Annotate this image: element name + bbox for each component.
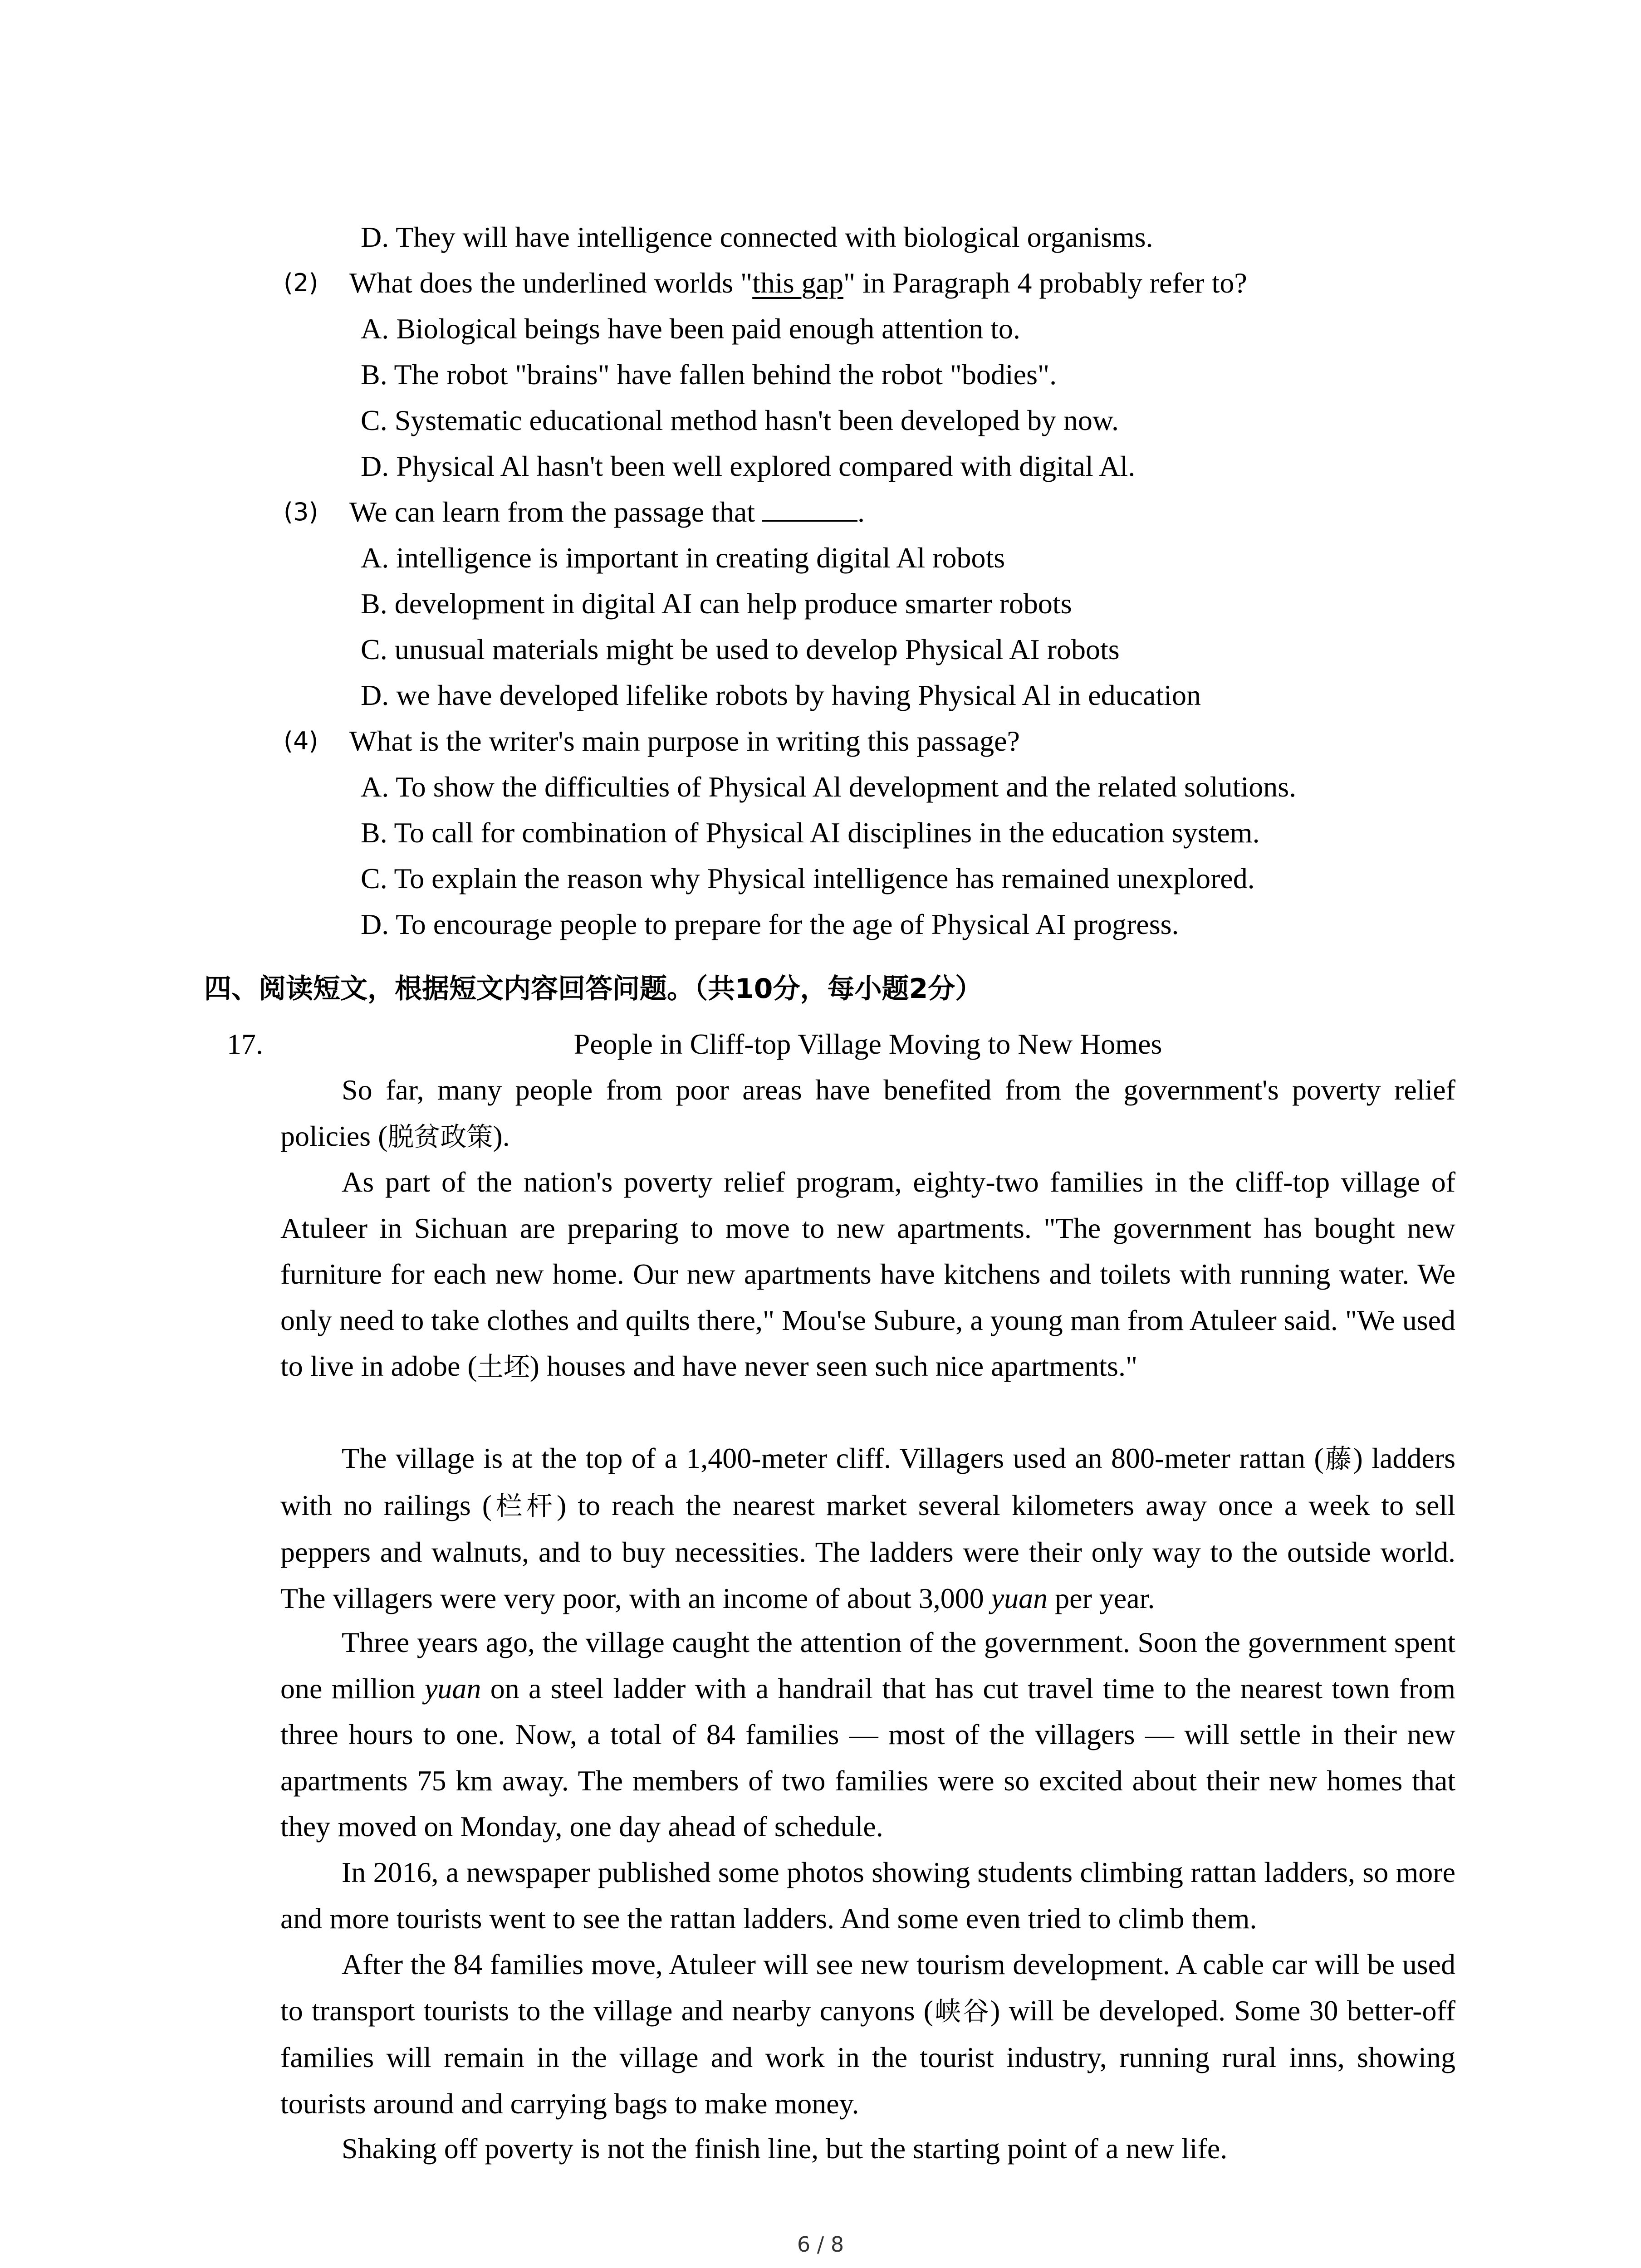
passage-title: People in Cliff-top Village Moving to New Homes <box>573 1028 1162 1060</box>
q2-option-b: B. The robot "brains" have fallen behind the robot "bodies". <box>361 358 1057 391</box>
q2-option-c: C. Systematic educational method hasn't been developed by now. <box>361 404 1119 436</box>
p6-chinese-gloss: 峡谷 <box>933 1995 990 2027</box>
p1-chinese-gloss: 脱贫政策 <box>387 1121 493 1152</box>
q3-answer-blank <box>762 494 857 522</box>
q2-option-d: D. Physical Al hasn't been well explored compared with digital Al. <box>361 450 1136 482</box>
p3-text-c: ) to reach the nearest market several kilometers away once a week to sell peppers and walnuts, and to buy necessities. The ladders were their only way to the outside world. The villagers were very poor, with an income of about 3,000 <box>280 1489 1455 1614</box>
p4-yuan: yuan <box>424 1672 481 1705</box>
q3-option-c: C. unusual materials might be used to develop Physical AI robots <box>361 633 1120 665</box>
q2-option-a: A. Biological beings have been paid enough attention to. <box>361 313 1020 345</box>
p3-yuan: yuan <box>991 1582 1048 1614</box>
page-number: 6 / 8 <box>797 2232 844 2257</box>
p3-chinese-gloss-2: 栏杆 <box>492 1490 557 1521</box>
q4-stem: What is the writer's main purpose in writing this passage? <box>349 725 1020 757</box>
q4-option-b: B. To call for combination of Physical AI disciplines in the education system. <box>361 816 1260 849</box>
q2-stem-before: What does the underlined worlds " <box>349 267 753 299</box>
p1-text-b: ). <box>493 1119 510 1152</box>
passage-paragraph-3 <box>280 1435 1455 1621</box>
q2-stem-underlined: this gap <box>752 267 843 299</box>
q2-stem-after: " in Paragraph 4 probably refer to? <box>843 267 1247 299</box>
p1-text-a: So far, many people from poor areas have benefited from the government's poverty relief policies ( <box>280 1074 1455 1152</box>
q3-stem <box>349 494 865 530</box>
q4-number: (4) <box>284 727 318 755</box>
p3-text-b: ) ladders with no railings ( <box>280 1442 1456 1521</box>
passage-paragraph-6 <box>280 1941 1455 2126</box>
p6-text-b: ) will be developed. Some 30 better-off families will remain in the village and work in the tourist industry, running rural inns, showing tourists around and carrying bags to make money. <box>280 1994 1455 2120</box>
passage-paragraph-4 <box>280 1619 1455 1850</box>
q3-option-a: A. intelligence is important in creating digital Al robots <box>361 542 1005 574</box>
p3-text-d: per year. <box>1048 1582 1155 1614</box>
q2-number: (2) <box>284 269 318 297</box>
q4-option-d: D. To encourage people to prepare for the age of Physical AI progress. <box>361 908 1179 940</box>
passage-paragraph-2 <box>280 1159 1455 1390</box>
p6-text-a: After the 84 families move, Atuleer will see new tourism development. A cable car will be used to transport tourists to the village and nearby canyons ( <box>280 1948 1455 2027</box>
q3-number: (3) <box>284 498 318 526</box>
passage-paragraph-7: Shaking off poverty is not the finish line, but the starting point of a new life. <box>342 2132 1228 2165</box>
passage-paragraph-1 <box>280 1067 1455 1160</box>
p2-text-b: ) houses and have never seen such nice apartments." <box>529 1350 1138 1382</box>
q1-option-d: D. They will have intelligence connected with biological organisms. <box>361 221 1153 253</box>
p3-chinese-gloss-1: 藤 <box>1323 1443 1353 1474</box>
q4-option-c: C. To explain the reason why Physical intelligence has remained unexplored. <box>361 862 1255 894</box>
p4-text-b: on a steel ladder with a handrail that has cut travel time to the nearest town from three hours to one. Now, a total of 84 families — most of the villagers — will settle in their new apartments 75 km away. The members of two families were so excited about their new homes that they moved on Monday, one day ahead of schedule. <box>280 1672 1456 1843</box>
q3-stem-after: . <box>857 496 865 528</box>
p4-text-a: Three years ago, the village caught the attention of the government. Soon the government spent one million <box>280 1626 1455 1705</box>
q2-stem <box>349 265 1247 301</box>
p2-chinese-gloss: 土坯 <box>477 1351 530 1382</box>
p2-text-a: As part of the nation's poverty relief program, eighty-two families in the cliff-top village of Atuleer in Sichuan are preparing to move to new apartments. "The government has bought new furniture for each new home. Our new apartments have kitchens and toilets with running water. We only need to take clothes and quilts there," Mou'se Subure, a young man from Atuleer said. "We used to live in adobe ( <box>280 1166 1455 1382</box>
q3-option-b: B. development in digital AI can help produce smarter robots <box>361 587 1072 620</box>
p3-text-a: The village is at the top of a 1,400-meter cliff. Villagers used an 800-meter rattan ( <box>342 1442 1324 1474</box>
q17-number: 17. <box>227 1028 263 1060</box>
q3-option-d: D. we have developed lifelike robots by having Physical Al in education <box>361 679 1201 711</box>
q4-option-a: A. To show the difficulties of Physical Al development and the related solutions. <box>361 771 1297 803</box>
q3-stem-before: We can learn from the passage that <box>349 496 755 528</box>
passage-paragraph-5: In 2016, a newspaper published some photos showing students climbing rattan ladders, so more and more tourists went to see the rattan ladders. And some even tried to climb them. <box>280 1856 1455 1935</box>
section-4-heading: 四、阅读短文，根据短文内容回答问题。（共10分，每小题2分） <box>204 973 983 1005</box>
